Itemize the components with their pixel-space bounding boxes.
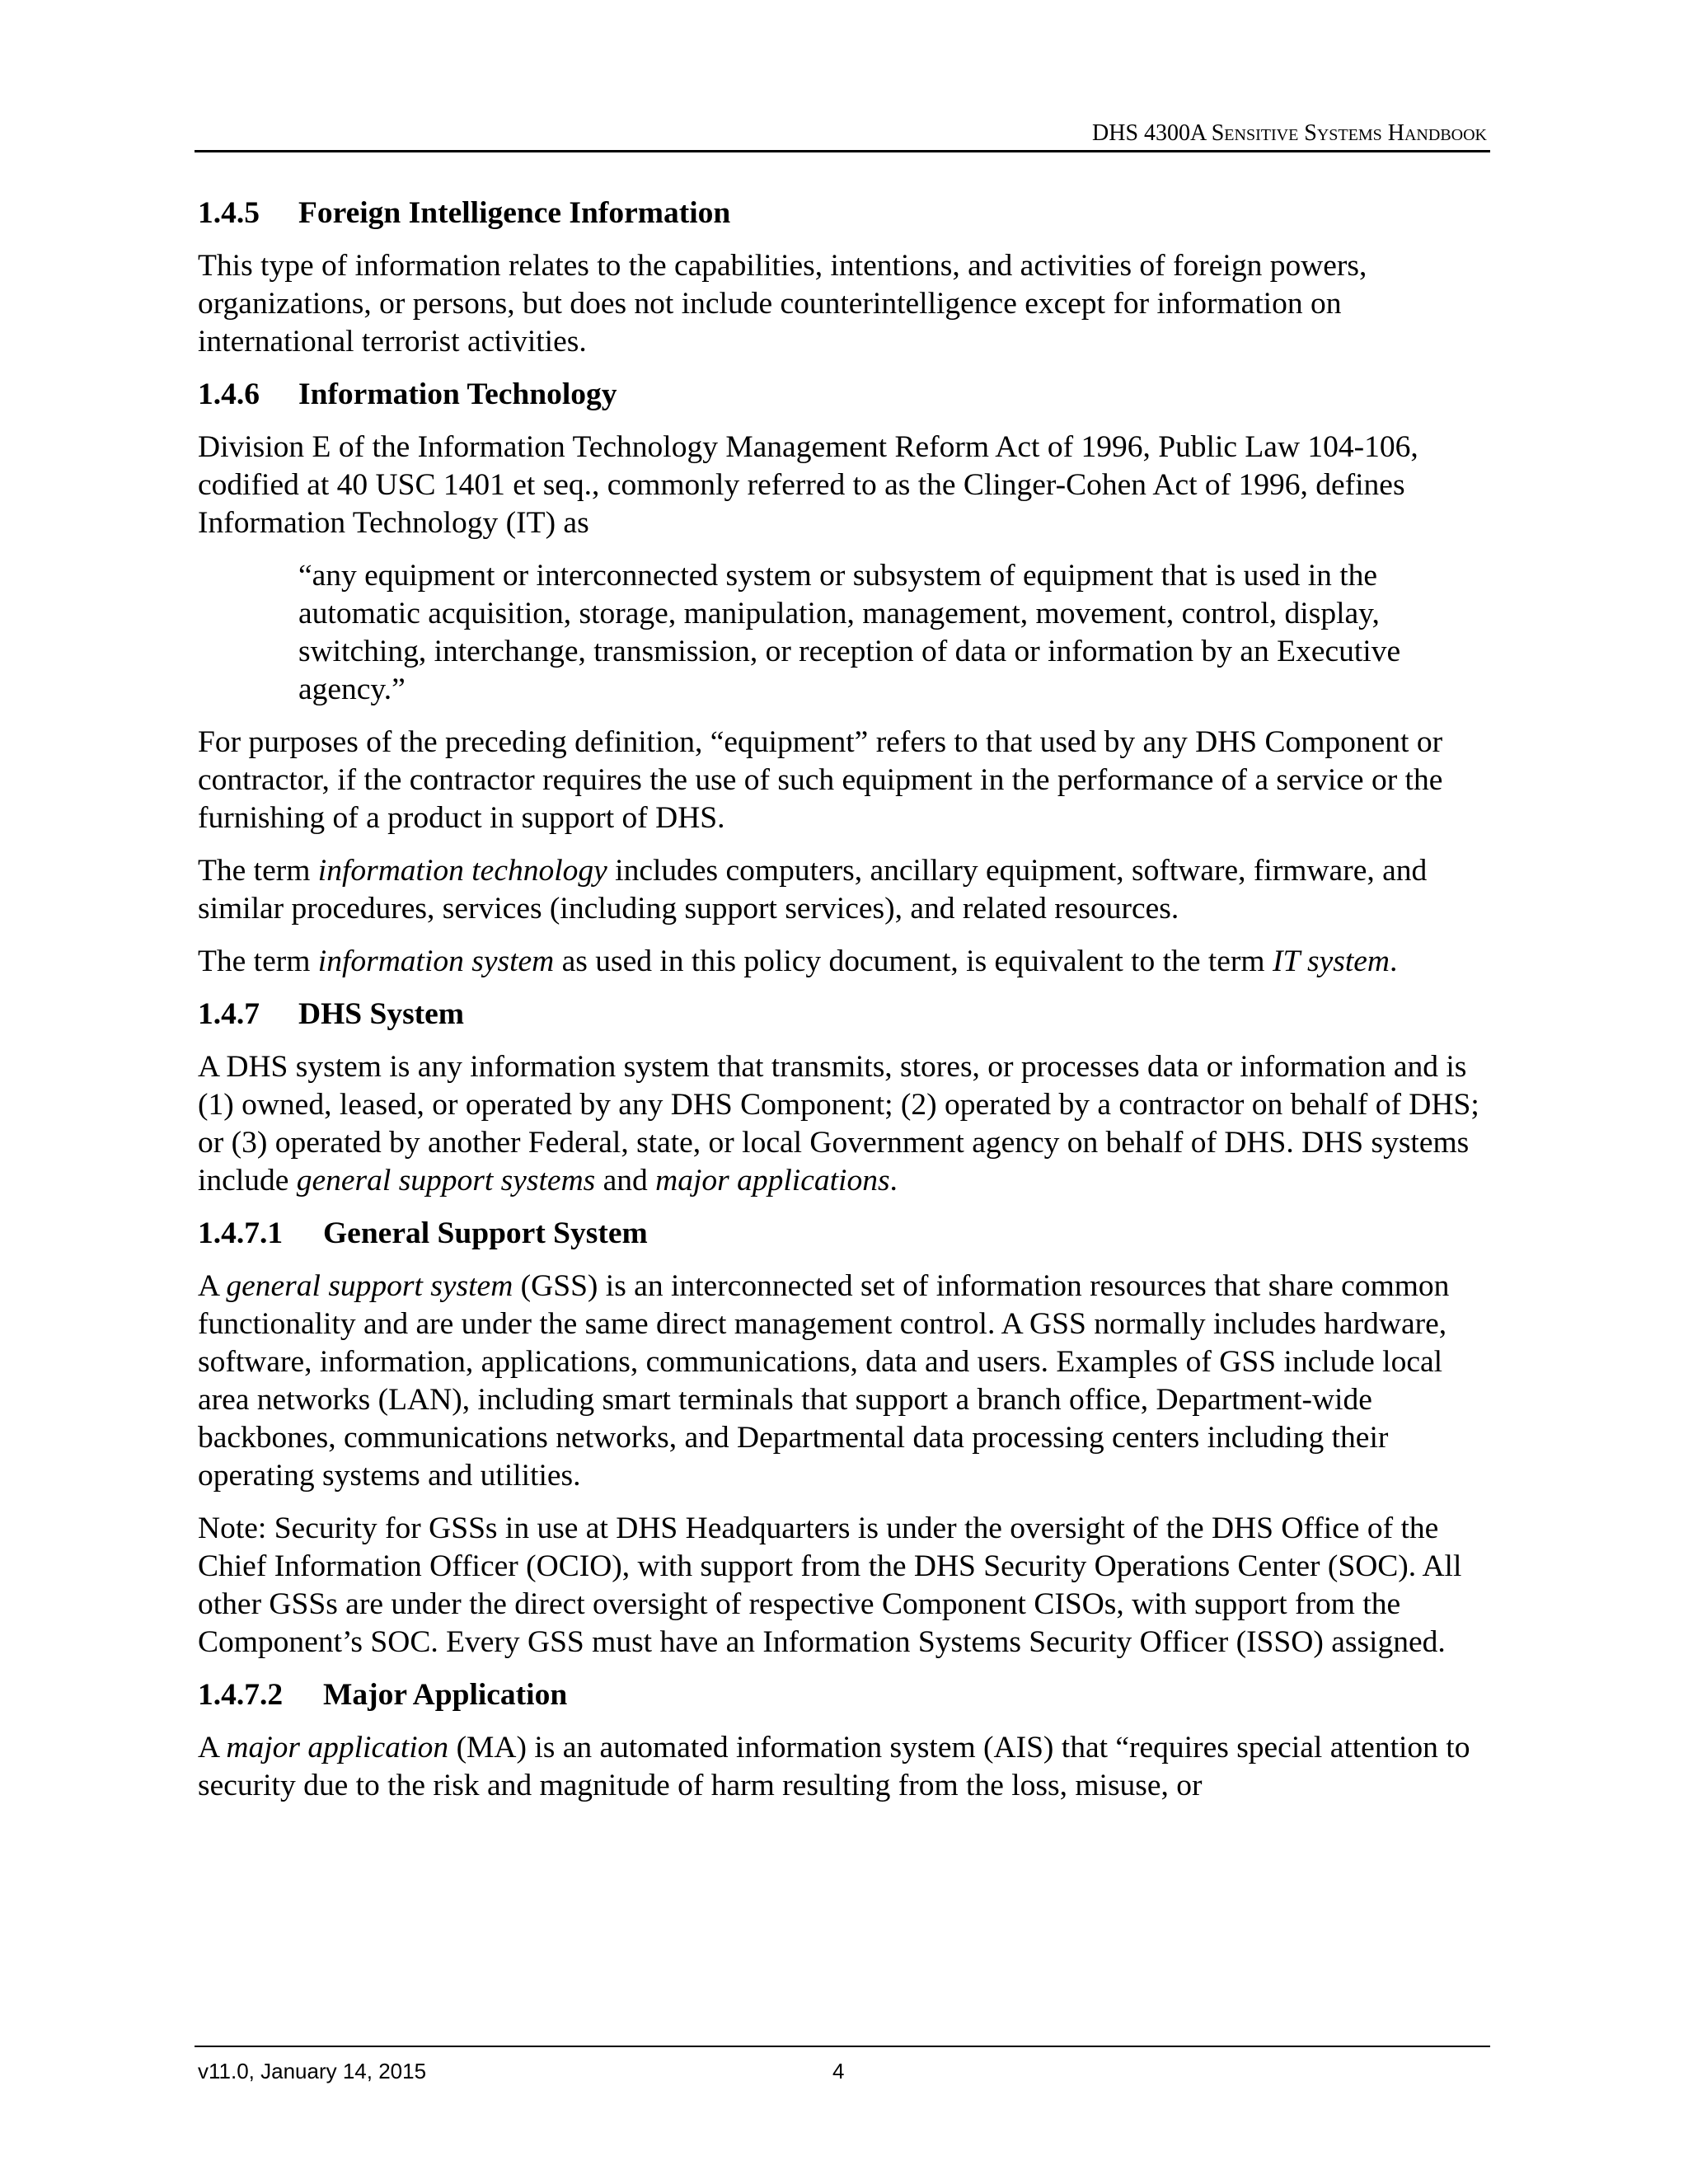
section-number: 1.4.5 (198, 196, 260, 230)
text-run: . (889, 1164, 898, 1197)
section-heading-1-4-7-1 (198, 1215, 1493, 1253)
text-run: The term (198, 854, 318, 888)
text-run: (GSS) is an interconnected set of information resources that share common functionality and are under the same direct management control. A GSS normally includes hardware, software, information, applications, communications, data and users. Examples of GSS include local area networks (LAN), including smart terminals that support a branch office, Department-wide backbones, communications networks, and Departmental data processing centers including their operating systems and utilities. (198, 1269, 1450, 1493)
paragraph: For purposes of the preceding definition, “equipment” refers to that used by any DHS Component or contractor, if the contractor requires the use of such equipment in the performance of a service or the furnishing of a product in support of DHS. (198, 725, 1443, 835)
block-quote: “any equipment or interconnected system or subsystem of equipment that is used in the automatic acquisition, storage, manipulation, management, movement, control, display, switching, interchange, transmission, or reception of data or information by an Executive agency.” (298, 559, 1401, 706)
paragraph (198, 1048, 1493, 1200)
italic-term: information technology (317, 854, 607, 888)
text-run: includes computers, ancillary equipment, software, firmware, and similar procedures, services (including support services), and related resources. (198, 854, 1428, 926)
italic-term: general support systems (296, 1164, 596, 1197)
section-heading-1-4-7-2 (198, 1676, 1493, 1714)
section-title: DHS System (298, 997, 465, 1031)
paragraph: Note: Security for GSSs in use at DHS Headquarters is under the oversight of the DHS Office of the Chief Information Officer (OCIO), with support from the DHS Security Operations Center (SOC). All other GSSs are under the direct oversight of respective Component CISOs, with support from the Component’s SOC. Every GSS must have an Information Systems Security Officer (ISSO) assigned. (198, 1511, 1462, 1659)
italic-term: major applications (655, 1164, 890, 1197)
paragraph: This type of information relates to the capabilities, intentions, and activities of foreign powers, organizations, or persons, but does not include counterintelligence except for information on international terrorist activities. (198, 249, 1367, 359)
italic-term: IT system (1272, 944, 1390, 978)
italic-term: major application (226, 1731, 449, 1765)
text-run: A (198, 1731, 227, 1765)
section-title: General Support System (323, 1216, 648, 1250)
text-run: A DHS system is any information system that transmits, stores, or processes data or information and is (1) owned, leased, or operated by any DHS Component; (2) operated by a contractor on behalf of DHS; or (3) operated by another Federal, state, or local Government agency on behalf of DHS. DHS systems include (198, 1050, 1479, 1197)
italic-term: information system (317, 944, 555, 978)
section-title: Information Technology (298, 377, 617, 411)
page-footer (195, 2046, 1490, 2083)
italic-term: general support system (226, 1269, 513, 1303)
paragraph (198, 1729, 1493, 1805)
page-content (198, 194, 1493, 1820)
section-title: Foreign Intelligence Information (298, 196, 731, 230)
footer-version: v11.0, January 14, 2015 (198, 2059, 427, 2083)
page-header (195, 120, 1490, 152)
text-run: A (198, 1269, 227, 1303)
section-title: Major Application (323, 1678, 568, 1712)
section-heading-1-4-7 (198, 996, 1493, 1033)
paragraph (198, 943, 1493, 981)
paragraph (198, 852, 1493, 928)
text-run: . (1389, 944, 1398, 978)
page-number: 4 (832, 2059, 845, 2083)
section-heading-1-4-5 (198, 194, 1493, 232)
section-number: 1.4.6 (198, 377, 260, 411)
section-number: 1.4.7.1 (198, 1216, 284, 1250)
section-number: 1.4.7.2 (198, 1678, 284, 1712)
section-heading-1-4-6 (198, 376, 1493, 414)
header-title: DHS 4300A Sensitive Systems Handbook (1092, 120, 1487, 146)
paragraph: Division E of the Information Technology Management Reform Act of 1996, Public Law 104-106, codified at 40 USC 1401 et seq., commonly referred to as the Clinger-Cohen Act of 1996, defines Information Technology (IT) as (198, 430, 1418, 540)
section-number: 1.4.7 (198, 997, 260, 1031)
text-run: and (595, 1164, 656, 1197)
text-run: (MA) is an automated information system (AIS) that “requires special attention to security due to the risk and magnitude of harm resulting from the loss, misuse, or (198, 1731, 1470, 1802)
text-run: as used in this policy document, is equivalent to the term (554, 944, 1273, 978)
text-run: The term (198, 944, 318, 978)
paragraph (198, 1268, 1493, 1495)
